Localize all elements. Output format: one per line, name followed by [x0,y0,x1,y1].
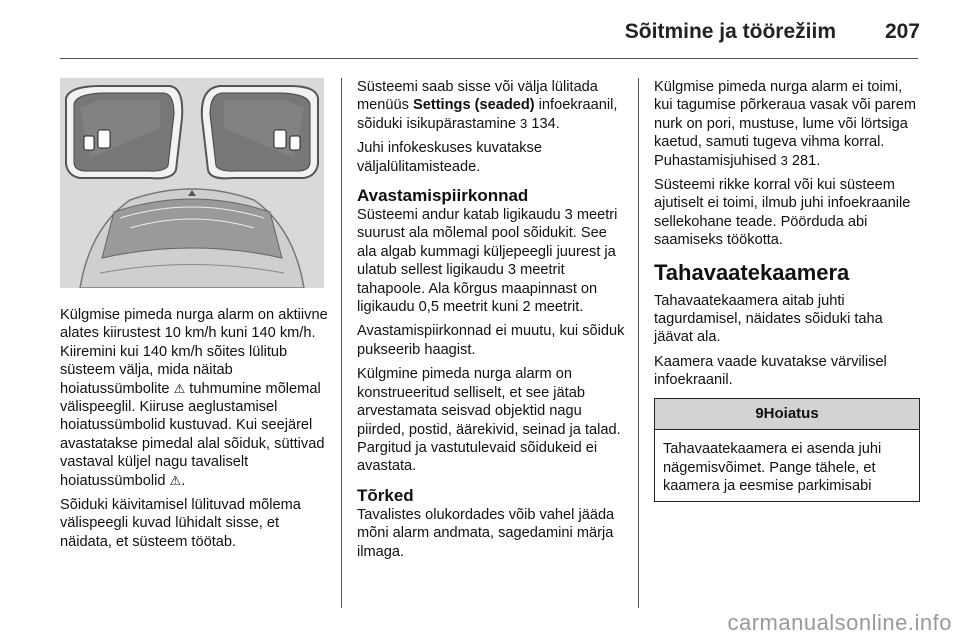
heading-rear-camera: Tahavaatekaamera [654,259,850,285]
column-3 [654,78,920,502]
paragraph-camera-display: Kaamera vaade kuvatakse värvilisel infoekraanil. [654,353,887,389]
header-divider [60,58,918,59]
blind-spot-symbol-icon: ⚠ [173,380,186,396]
heading-detection-zones: Avastamispiirkonnad [357,186,529,206]
watermark: carmanualsonline.info [727,610,952,635]
page-number: 207 [884,20,920,43]
warning-triangle-icon: 9 [755,404,764,422]
blind-spot-mirror-image [60,78,324,288]
column-divider [341,78,342,608]
warning-box [654,398,920,503]
paragraph-trailer: Avastamispiirkonnad ei muutu, kui sõiduk pukseerib haagist. [357,323,625,358]
paragraph-settings: Süsteemi saab sisse või välja lülitada menüüs Settings (seaded) infoekraanil, sõiduki isikupärastamine 3 134. [357,79,618,132]
column-1 [60,78,330,557]
warning-header: 9Hoiatus [655,399,919,430]
paragraph-startup: Sõiduki käivitamisel lülituvad mõlema välispeegli kuvad lühidalt sisse, et näidata, et süsteem töötab. [60,497,301,550]
column-divider [638,78,639,608]
paragraph-speed-range: Külgmise pimeda nurga alarm on aktiivne alates kiirustest 10 km/h kuni 140 km/h. Kiiremini kui 140 km/h sõites lülitub süsteem välja, mida näitab hoiatussümbolite ⚠ tuhmumine mõlemal välispeeglil. Kiiruse aeglustamisel hoiatussümbolid kustuvad. Kui seejärel avastatakse pimedal alal sõiduk, süttivad vastaval küljel nagu tavaliselt hoiatussümbolid ⚠. [60,307,328,489]
page-reference-icon: 3 [780,152,788,168]
page-title: Sõitmine ja töörežiim [624,20,836,43]
paragraph-camera-purpose: Tahavaatekaamera aitab juhti tagurdamisel, näidates sõiduki taha jäävat ala. [654,292,883,346]
paragraph-sensor-range: Süsteemi andur katab ligikaudu 3 meetri suurust ala mõlemal pool sõidukit. See ala algab kummagi küljepeegli juurest ja ulatub sellest ligikaudu 3 meetrit tahapoole. Ala kõrgus maapinnast on ligikaudu 0,5 meetrit kuni 2 meetrit. [357,207,618,316]
heading-faults: Tõrked [357,485,414,505]
paragraph-system-fault: Süsteemi rikke korral või kui süsteem ajutiselt ei toimi, ilmub juhi infoekraanile sellekohane teade. Pöörduda abi saamiseks töökotta. [654,177,911,249]
mirror-illustration [60,78,324,288]
paragraph-wet-weather: Tavalistes olukordades võib vahel jääda mõni alarm andmata, sagedamini märja ilmaga. [357,506,615,560]
warning-text: Tahavaatekaamera ei asenda juhi nägemisvõimet. Pange tähele, et kaamera ja eesmise parkimisabi [663,441,882,494]
paragraph-off-message: Juhi infokeskuses kuvatakse väljalülitamisteade. [357,140,542,175]
page-reference-icon: 3 [520,115,528,131]
paragraph-stationary-objects: Külgmine pimeda nurga alarm on konstrueeritud selliselt, et see jätab arvestamata seisvad objektid nagu piirded, postid, äärekivid, seinad ja talad. Pargitud ja vastutulevaid sõidukeid ei avastata. [357,366,621,475]
column-2 [357,78,625,567]
blind-spot-symbol-icon: ⚠ [169,472,182,488]
paragraph-dirty-bumper: Külgmise pimeda nurga alarm ei toimi, kui tagumise põrkeraua vasak või parem nurk on pori, mustuse, lume või lörtsiga kaetud, samuti tugeva vihma korral. Puhastamisjuhised 3 281. [654,79,917,169]
